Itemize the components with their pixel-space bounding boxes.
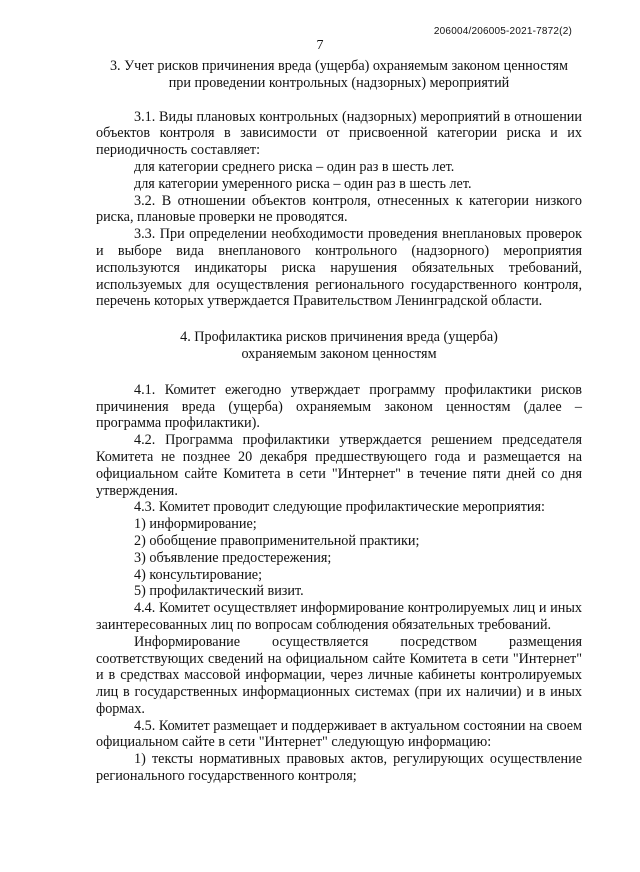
- paragraph-3-1: 3.1. Виды плановых контрольных (надзорных) мероприятий в отношении объектов контроля в зависимости от присвоенной категории риска и их периодичность составляет:: [96, 108, 582, 159]
- section-4-title-line-1: 4. Профилактика рисков причинения вреда (ущерба): [180, 329, 498, 346]
- section-3-title-line-1: 3. Учет рисков причинения вреда (ущерба) охраняемым законом ценностям: [109, 58, 569, 74]
- paragraph-4-4: 4.4. Комитет осуществляет информирование контролируемых лиц и иных заинтересованных лиц по вопросам соблюдения обязательных требований.: [96, 600, 582, 633]
- paragraph-4-4-informing: Информирование осуществляется посредством размещения соответствующих сведений на официальном сайте Комитета в сети "Интернет" и в средствах массовой информации, через личные кабинеты контролируемых лиц в государственных информационных системах (при их наличии) и в иных формах.: [96, 633, 582, 717]
- list-item: 2) обобщение правоприменительной практики;: [134, 532, 420, 549]
- section-3-title-line-2: при проведении контрольных (надзорных) мероприятий: [168, 74, 510, 91]
- list-item-medium-risk: для категории среднего риска – один раз в шесть лет.: [134, 158, 455, 175]
- page-content: [96, 58, 582, 785]
- list-item: 1) информирование;: [134, 516, 257, 533]
- paragraph-4-3: 4.3. Комитет проводит следующие профилактические мероприятия:: [134, 499, 545, 516]
- document-id: 206004/206005-2021-7872(2): [433, 26, 572, 37]
- section-3-heading: [96, 58, 582, 92]
- paragraph-4-1: 4.1. Комитет ежегодно утверждает программу профилактики рисков причинения вреда (ущерба) охраняемым законом ценностям (далее – программа профилактики).: [96, 381, 582, 432]
- section-4-title-line-2: охраняемым законом ценностям: [241, 345, 437, 362]
- paragraph-4-5: 4.5. Комитет размещает и поддерживает в актуальном состоянии на своем официальном сайте в сети "Интернет" следующую информацию:: [96, 717, 582, 751]
- paragraph-4-5-item-1: 1) тексты нормативных правовых актов, регулирующих осуществление регионального государственного контроля;: [96, 751, 582, 785]
- list-item: 4) консультирование;: [134, 566, 263, 583]
- paragraph-3-3: 3.3. При определении необходимости проведения внеплановых проверок и выборе вида внепланового контрольного (надзорного) мероприятия используются индикаторы риска нарушения обязательных требований, используемых для осуществления регионального государственного контроля, перечень которых утверждается Правительством Ленинградской области.: [96, 226, 582, 310]
- list-item-moderate-risk: для категории умеренного риска – один раз в шесть лет.: [134, 175, 472, 192]
- paragraph-3-2: 3.2. В отношении объектов контроля, отнесенных к категории низкого риска, плановые проверки не проводятся.: [96, 192, 582, 226]
- section-4-heading: [96, 329, 582, 363]
- list-item: 3) объявление предостережения;: [134, 549, 332, 566]
- list-item: 5) профилактический визит.: [134, 583, 304, 600]
- paragraph-4-2: 4.2. Программа профилактики утверждается решением председателя Комитета не позднее 20 декабря предшествующего года и размещается на официальном сайте Комитета в сети "Интернет" в течение пяти дней со дня утверждения.: [96, 432, 582, 499]
- page-number: 7: [316, 38, 324, 53]
